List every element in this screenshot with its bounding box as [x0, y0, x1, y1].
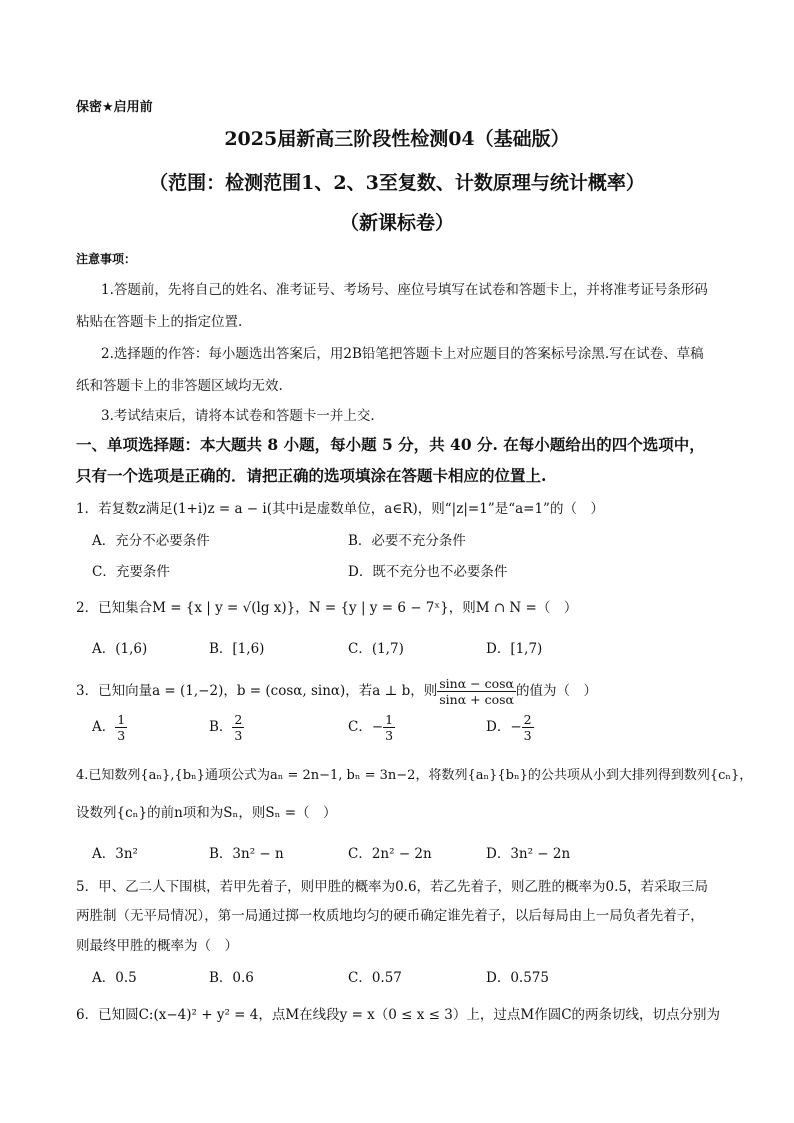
question-2-stem: 2．已知集合M = {x | y = √(lg x)}，N = {y | y = 6 − 7ˣ}，则M ∩ N =（ ） [76, 600, 578, 616]
exam-subtitle: （范围：检测范围1、2、3至复数、计数原理与统计概率） [149, 172, 645, 194]
question-5-option-b: B．0.6 [209, 970, 254, 986]
question-3-fraction [437, 676, 516, 707]
question-4-stem-cont: 设数列{cₙ}的前n项和为Sₙ，则Sₙ =（ ） [76, 805, 337, 821]
notice-item-3: 3.考试结束后，请将本试卷和答题卡一并上交. [101, 408, 375, 424]
question-3-option-c [348, 712, 395, 743]
question-4-option-a: A．3n² [92, 846, 138, 862]
section-heading: 一、单项选择题：本大题共 8 小题，每小题 5 分，共 40 分. 在每小题给出的四个选项中， [76, 435, 705, 454]
question-3-option-a-label: A． [92, 719, 116, 735]
question-3-option-d-fraction [522, 712, 534, 743]
question-3-stem-post: 的值为（ ） [515, 683, 597, 699]
question-3-option-d [486, 712, 534, 743]
question-5-option-a: A．0.5 [92, 970, 137, 986]
question-5-stem-cont-2: 则最终甲胜的概率为（ ） [76, 938, 238, 954]
question-1-option-a: A．充分不必要条件 [92, 533, 210, 549]
question-2-option-c: C．(1,7) [348, 641, 404, 657]
question-4-option-b: B．3n² − n [209, 846, 284, 862]
section-heading-cont: 只有一个选项是正确的．请把正确的选项填涂在答题卡相应的位置上. [76, 466, 547, 485]
question-5-option-d: D．0.575 [486, 970, 549, 986]
question-5-option-c: C．0.57 [348, 970, 402, 986]
notice-item-2-cont: 纸和答题卡上的非答题区域均无效. [76, 378, 283, 394]
question-3-option-b [209, 712, 244, 743]
question-3-option-a-num: 1 [117, 712, 126, 727]
question-3-option-c-den: 3 [385, 728, 394, 743]
question-4-option-d: D．3n² − 2n [486, 846, 571, 862]
notice-item-2: 2.选择题的作答：每小题选出答案后，用2B铅笔把答题卡上对应题目的答案标号涂黑.写在试卷、草稿 [101, 346, 704, 362]
exam-edition: （新课标卷） [339, 212, 454, 234]
question-3-option-a [92, 712, 127, 743]
question-1-option-b: B．必要不充分条件 [348, 533, 466, 549]
question-3-option-b-num: 2 [234, 712, 243, 727]
question-3-option-b-fraction [232, 712, 244, 743]
question-3-option-c-num: 1 [385, 712, 394, 727]
question-2-option-a: A．(1,6) [92, 641, 148, 657]
question-3-option-b-den: 3 [234, 728, 243, 743]
question-3-option-a-fraction [115, 712, 127, 743]
confidential-label: 保密★启用前 [76, 100, 153, 115]
question-3-option-a-den: 3 [117, 728, 126, 743]
question-1-stem: 1．若复数z满足(1+i)z = a − i(其中i是虚数单位，a∈R)，则“|z|=1”是“a=1”的（ ） [76, 501, 604, 517]
question-3-option-c-fraction [383, 712, 395, 743]
notice-item-1-cont: 粘贴在答题卡上的指定位置. [76, 314, 243, 330]
question-1-option-d: D．既不充分也不必要条件 [348, 564, 508, 580]
question-3-option-c-label: C．− [348, 719, 384, 735]
question-2-option-b: B．[1,6) [209, 641, 265, 657]
question-3-stem-pre: 3．已知向量a = (1,−2)，b = (cosα, sinα)，若a ⊥ b，则 [76, 683, 438, 699]
question-5-stem-cont-1: 两胜制（无平局情况），第一局通过掷一枚质地均匀的硬币确定谁先着子，以后每局由上一局负者先着子， [76, 908, 704, 924]
question-3-stem [76, 676, 597, 707]
notice-item-1: 1.答题前，先将自己的姓名、准考证号、考场号、座位号填写在试卷和答题卡上，并将准考证号条形码 [101, 282, 708, 298]
question-6-stem: 6．已知圆C:(x−4)² + y² = 4，点M在线段y = x（0 ≤ x ≤ 3）上，过点M作圆C的两条切线，切点分别为 [76, 1007, 721, 1023]
question-3-option-d-num: 2 [523, 712, 532, 727]
question-3-fraction-numerator: sinα − cosα [439, 676, 514, 691]
question-3-option-b-label: B． [209, 719, 233, 735]
question-3-option-d-den: 3 [523, 728, 532, 743]
question-4-option-c: C．2n² − 2n [348, 846, 432, 862]
question-2-option-d: D．[1,7) [486, 641, 543, 657]
exam-title: 2025届新高三阶段性检测04（基础版） [224, 128, 570, 150]
question-3-fraction-denominator: sinα + cosα [439, 692, 514, 707]
question-3-option-d-label: D．− [486, 719, 522, 735]
question-5-stem: 5．甲、乙二人下围棋，若甲先着子，则甲胜的概率为0.6，若乙先着子，则乙胜的概率为0.5，若采取三局 [76, 879, 709, 895]
question-4-stem: 4.已知数列{aₙ},{bₙ}通项公式为aₙ = 2n−1, bₙ = 3n−2，将数列{aₙ}{bₙ}的公共项从小到大排列得到数列{cₙ}， [76, 768, 753, 783]
question-1-option-c: C．充要条件 [92, 564, 170, 580]
notice-heading: 注意事项： [76, 252, 137, 266]
